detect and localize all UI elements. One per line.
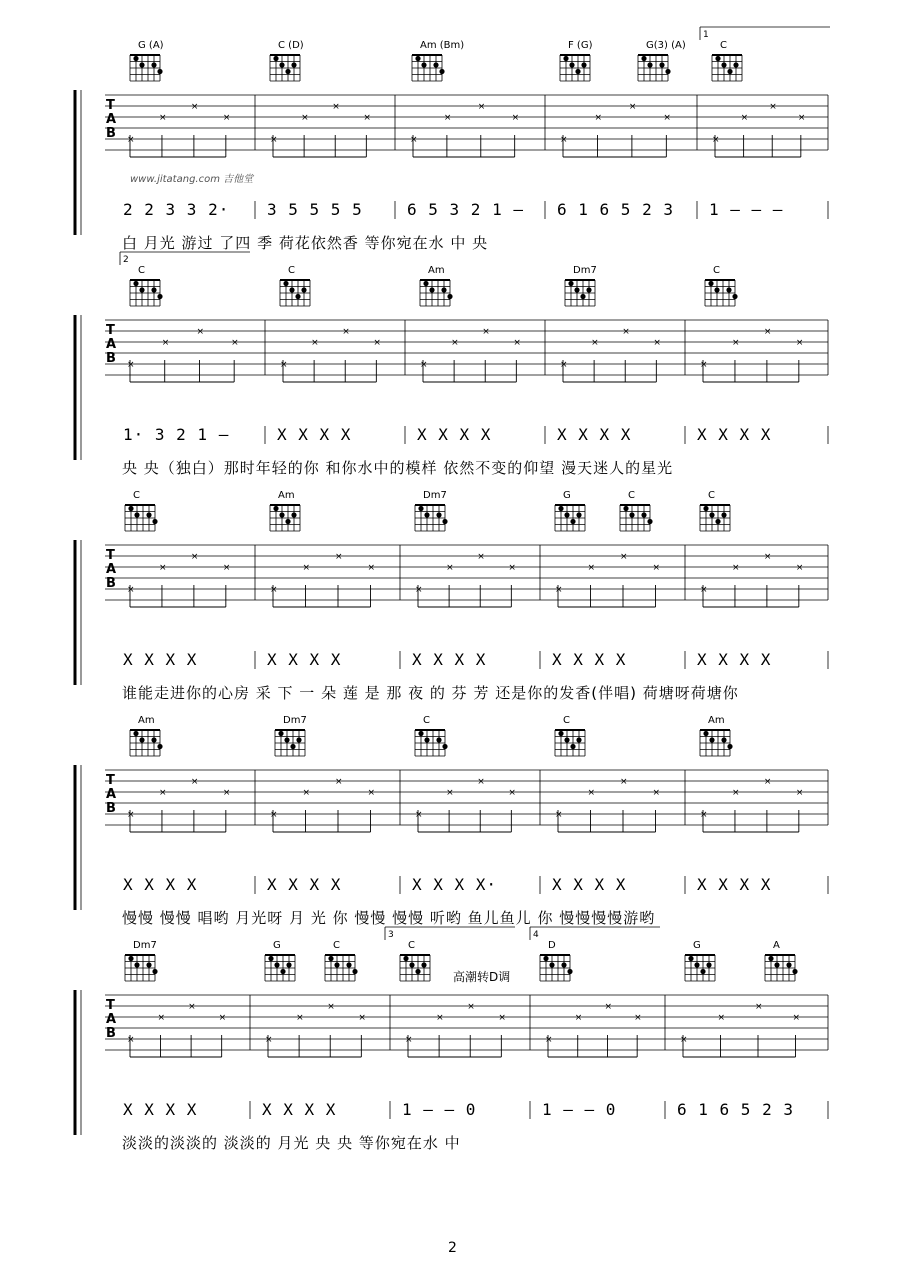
chord-name: A [773, 940, 780, 951]
chord-diagram [130, 280, 163, 306]
tab-mark: × [342, 327, 350, 337]
tab-mark: × [700, 810, 708, 820]
tab-mark: × [467, 1002, 475, 1012]
numbered-notation-measure: 6 1 6 5 2 3 [677, 1100, 794, 1119]
tab-mark: × [574, 1013, 583, 1023]
lyrics-line: 白 月光 游过 了四 季 荷花依然香 等你宛在水 中 央 [122, 234, 489, 252]
tab-mark: × [628, 102, 637, 112]
page-number: 2 [448, 1240, 457, 1256]
tab-mark: × [327, 1002, 335, 1012]
tab-mark: × [222, 113, 231, 123]
tab-mark: × [634, 1013, 642, 1023]
volta-number: 2 [123, 255, 129, 265]
chord-diagram [765, 955, 798, 981]
tab-mark: × [795, 338, 804, 348]
numbered-notation-measure: X X X X [123, 650, 198, 669]
tab-mark: × [513, 338, 521, 348]
chord-diagram [638, 55, 671, 81]
tab-mark: × [302, 563, 311, 573]
numbered-notation-measure: X X X X [552, 650, 627, 669]
chord-diagram [265, 955, 295, 981]
tab-mark: × [127, 810, 135, 820]
chord-diagram [420, 280, 453, 306]
chord-diagram [705, 280, 738, 306]
tab-mark: × [332, 102, 340, 112]
chord-name: C [708, 490, 715, 501]
tab-mark: × [620, 552, 628, 562]
tab-clef-letter: A [106, 112, 117, 127]
chord-diagram [712, 55, 742, 81]
numbered-notation-measure: X X X X [697, 425, 772, 444]
tab-mark: × [555, 585, 563, 595]
tab-mark: × [188, 1002, 196, 1012]
tab-clef-letter: T [106, 998, 115, 1013]
tab-mark: × [560, 360, 568, 370]
tab-mark: × [335, 552, 343, 562]
tab-mark: × [712, 135, 720, 145]
numbered-notation-measure: 3 5 5 5 5 [267, 200, 363, 219]
tab-mark: × [717, 1013, 726, 1023]
chord-diagram [415, 505, 448, 531]
chord-name: Dm7 [133, 940, 157, 951]
tab-mark: × [415, 585, 423, 595]
tab-mark: × [190, 102, 199, 112]
chord-diagram [685, 955, 715, 981]
chord-name: C [720, 40, 727, 51]
numbered-notation-measure: X X X X [557, 425, 632, 444]
numbered-notation-measure: 1 – – – [709, 200, 784, 219]
chord-name: C [333, 940, 340, 951]
chord-diagram [620, 505, 653, 531]
chord-name: Dm7 [423, 490, 447, 501]
tab-mark: × [190, 552, 199, 562]
tab-mark: × [446, 563, 454, 573]
tab-mark: × [302, 788, 311, 798]
numbered-notation-measure: X X X X [123, 875, 198, 894]
tab-mark: × [477, 552, 485, 562]
tab-mark: × [587, 788, 596, 798]
tab-mark: × [653, 338, 661, 348]
tab-mark: × [373, 338, 381, 348]
tab-mark: × [731, 788, 740, 798]
tab-mark: × [795, 563, 804, 573]
tab-clef-letter: A [106, 787, 117, 802]
tab-mark: × [367, 788, 376, 798]
tab-mark: × [604, 1002, 612, 1012]
tab-mark: × [157, 1013, 166, 1023]
chord-diagram [130, 55, 163, 81]
tab-clef-letter: T [106, 548, 115, 563]
tab-mark: × [270, 135, 278, 145]
tab-mark: × [415, 810, 423, 820]
tab-mark: × [511, 113, 520, 123]
tab-mark: × [560, 135, 568, 145]
tab-mark: × [127, 135, 135, 145]
numbered-notation-measure: X X X X [123, 1100, 198, 1119]
tab-mark: × [222, 563, 231, 573]
tab-mark: × [591, 338, 599, 348]
tab-mark: × [792, 1013, 801, 1023]
tab-mark: × [700, 585, 708, 595]
chord-name: G(3) (A) [646, 40, 686, 51]
chord-diagram [540, 955, 573, 981]
volta-number: 4 [533, 930, 539, 940]
chord-name: C [133, 490, 140, 501]
chord-diagram [125, 505, 158, 531]
tab-mark: × [795, 788, 804, 798]
chord-name: G [693, 940, 701, 951]
chord-diagram [275, 730, 305, 756]
tab-clef-letter: A [106, 562, 117, 577]
tab-mark: × [190, 777, 199, 787]
chord-name: Dm7 [573, 265, 597, 276]
chord-diagram [555, 730, 585, 756]
numbered-notation-measure: 6 5 3 2 1 – [407, 200, 524, 219]
chord-name: Am [278, 490, 295, 501]
numbered-notation-measure: 1 – – 0 [402, 1100, 477, 1119]
chord-name: C [408, 940, 415, 951]
lyrics-line: 淡淡的淡淡的 淡淡的 月光 央 央 等你宛在水 中 [122, 1134, 461, 1152]
tab-mark: × [451, 338, 459, 348]
tab-mark: × [482, 327, 490, 337]
chord-name: Am [708, 715, 725, 726]
tab-mark: × [446, 788, 454, 798]
lyrics-line: 央 央（独白）那时年轻的你 和你水中的模样 依然不变的仰望 漫天迷人的星光 [122, 459, 674, 477]
chord-name: Am [138, 715, 155, 726]
tab-mark: × [270, 585, 278, 595]
chord-diagram [565, 280, 595, 306]
lyrics-line: 谁能走进你的心房 采 下 一 朵 莲 是 那 夜 的 芬 芳 还是你的发香(伴唱) 荷塘呀荷塘你 [122, 684, 739, 702]
tab-clef-letter: B [106, 126, 116, 141]
volta-number: 3 [388, 930, 394, 940]
tab-mark: × [405, 1035, 413, 1045]
lyrics-line: 慢慢 慢慢 唱哟 月光呀 月 光 你 慢慢 慢慢 听哟 鱼儿鱼儿 你 慢慢慢慢游哟 [122, 909, 656, 927]
chord-name: C [713, 265, 720, 276]
tab-mark: × [311, 338, 319, 348]
chord-name: C [563, 715, 570, 726]
tab-mark: × [443, 113, 452, 123]
chord-name: D [548, 940, 556, 951]
chord-diagram [415, 730, 448, 756]
tab-mark: × [335, 777, 343, 787]
tab-mark: × [477, 102, 486, 112]
tab-mark: × [296, 1013, 304, 1023]
tab-mark: × [270, 810, 278, 820]
numbered-notation-measure: X X X X· [412, 875, 498, 894]
tab-mark: × [652, 788, 661, 798]
tab-mark: × [587, 563, 596, 573]
tab-mark: × [367, 563, 376, 573]
tab-mark: × [436, 1013, 444, 1023]
tab-mark: × [498, 1013, 506, 1023]
tab-mark: × [265, 1035, 273, 1045]
tab-mark: × [555, 810, 563, 820]
chord-diagram [560, 55, 590, 81]
tab-mark: × [127, 360, 135, 370]
tab-mark: × [196, 327, 204, 337]
chord-diagram [125, 955, 158, 981]
chord-diagram [130, 730, 163, 756]
tab-clef-letter: T [106, 98, 115, 113]
numbered-notation-measure: X X X X [267, 875, 342, 894]
tab-mark: × [301, 113, 309, 123]
tab-mark: × [410, 135, 418, 145]
tab-clef-letter: B [106, 576, 116, 591]
tab-mark: × [222, 788, 231, 798]
tab-mark: × [663, 113, 671, 123]
tab-clef-letter: T [106, 773, 115, 788]
chord-diagram [270, 505, 300, 531]
tab-mark: × [218, 1013, 227, 1023]
tab-mark: × [740, 113, 749, 123]
tab-mark: × [700, 360, 708, 370]
chord-name: C [628, 490, 635, 501]
tab-mark: × [127, 585, 135, 595]
tab-mark: × [477, 777, 485, 787]
tab-mark: × [420, 360, 428, 370]
tab-mark: × [652, 563, 661, 573]
tab-mark: × [731, 338, 740, 348]
numbered-notation-measure: X X X X [697, 650, 772, 669]
tab-clef-letter: T [106, 323, 115, 338]
chord-name: G [273, 940, 281, 951]
tab-mark: × [622, 327, 630, 337]
tab-mark: × [231, 338, 239, 348]
chord-name: C [138, 265, 145, 276]
chord-name: Dm7 [283, 715, 307, 726]
tab-mark: × [158, 563, 167, 573]
tab-clef-letter: A [106, 337, 117, 352]
tab-mark: × [358, 1013, 366, 1023]
numbered-notation-measure: X X X X [267, 650, 342, 669]
chord-diagram [325, 955, 358, 981]
tab-mark: × [508, 788, 516, 798]
tab-mark: × [763, 327, 772, 337]
tab-clef-letter: B [106, 351, 116, 366]
numbered-notation-measure: 6 1 6 5 2 3 [557, 200, 674, 219]
chord-diagram [412, 55, 445, 81]
tab-mark: × [545, 1035, 553, 1045]
tab-mark: × [127, 1035, 135, 1045]
tab-mark: × [280, 360, 288, 370]
chord-diagram [280, 280, 310, 306]
chord-name: F (G) [568, 40, 593, 51]
numbered-notation-measure: X X X X [412, 650, 487, 669]
chord-diagram [555, 505, 585, 531]
tab-clef-letter: B [106, 801, 116, 816]
chord-diagram [700, 505, 730, 531]
numbered-notation-measure: 2 2 3 3 2· [123, 200, 230, 219]
numbered-notation-measure: X X X X [697, 875, 772, 894]
tab-mark: × [763, 552, 772, 562]
chord-diagram [400, 955, 430, 981]
chord-name: Am [428, 265, 445, 276]
tab-mark: × [797, 113, 806, 123]
tab-mark: × [680, 1035, 688, 1045]
tab-mark: × [594, 113, 602, 123]
watermark: www.jitatang.com 吉他堂 [130, 174, 254, 185]
numbered-notation-measure: X X X X [417, 425, 492, 444]
volta-number: 1 [703, 30, 709, 40]
tab-mark: × [161, 338, 170, 348]
tab-mark: × [763, 777, 772, 787]
tab-mark: × [158, 788, 167, 798]
tab-mark: × [158, 113, 167, 123]
numbered-notation-measure: 1 – – 0 [542, 1100, 617, 1119]
tab-clef-letter: B [106, 1026, 116, 1041]
chord-name: C [423, 715, 430, 726]
chord-name: C (D) [278, 40, 304, 51]
tab-mark: × [731, 563, 740, 573]
tab-mark: × [755, 1002, 763, 1012]
tab-mark: × [769, 102, 777, 112]
numbered-notation-measure: X X X X [552, 875, 627, 894]
tab-mark: × [620, 777, 628, 787]
tab-mark: × [508, 563, 516, 573]
chord-diagram [270, 55, 300, 81]
chord-diagram [700, 730, 733, 756]
tab-clef-letter: A [106, 1012, 117, 1027]
chord-name: Am (Bm) [420, 40, 465, 51]
tab-mark: × [363, 113, 371, 123]
numbered-notation-measure: X X X X [262, 1100, 337, 1119]
chord-name: C [288, 265, 295, 276]
numbered-notation-measure: 1· 3 2 1 – [123, 425, 230, 444]
key-change-annotation: 高潮转D调 [453, 970, 511, 984]
numbered-notation-measure: X X X X [277, 425, 352, 444]
chord-name: G [563, 490, 571, 501]
chord-name: G (A) [138, 40, 164, 51]
